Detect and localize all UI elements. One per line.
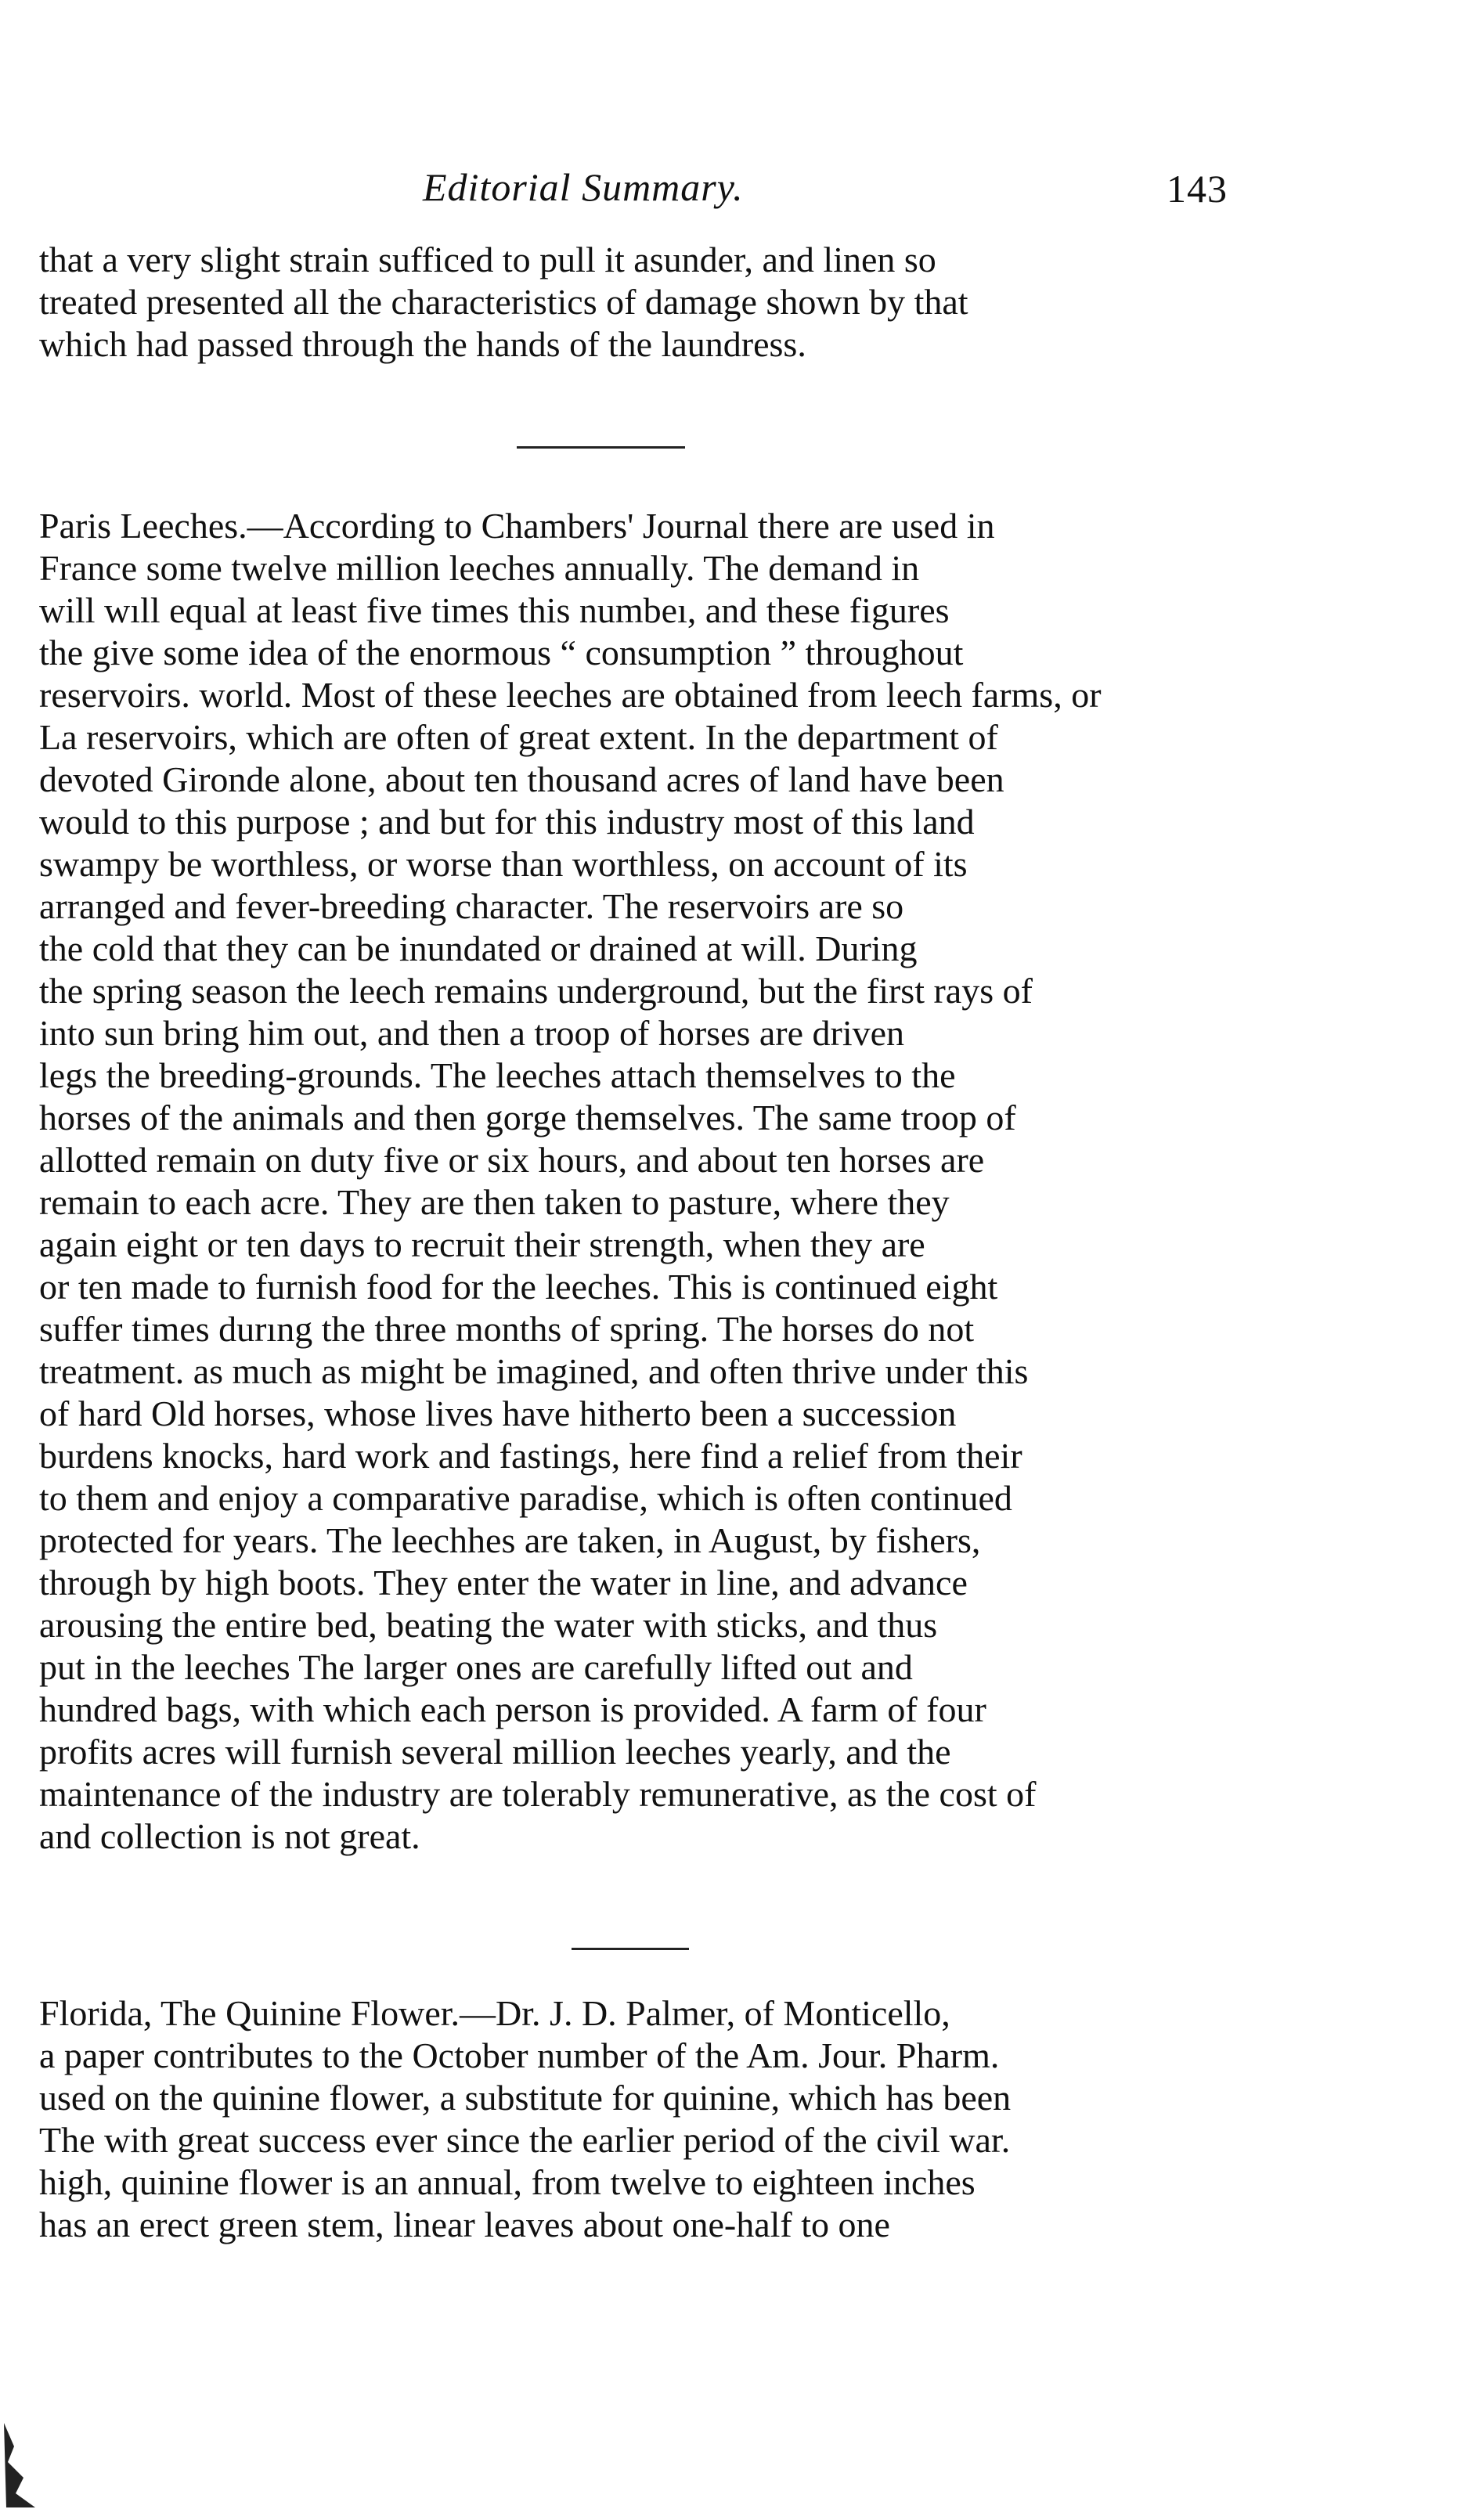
text-line: and collection is not great. (39, 1816, 420, 1856)
text-line: the cold that they can be inundated or drained at will. During (39, 928, 918, 968)
text-line: again eight or ten days to recruit their strength, when they are (39, 1224, 925, 1264)
running-title: Editorial Summary. (423, 165, 744, 209)
page-number: 143 (1167, 167, 1228, 211)
text-line: arousing the entire bed, beating the water with sticks, and thus (39, 1605, 938, 1645)
text-line: suffer times durıng the three months of spring. The horses do not (39, 1309, 975, 1349)
scan-artifact-mark (0, 2415, 55, 2509)
page-header (0, 164, 1457, 219)
text-line: that a very slight strain sufficed to pull it asunder, and linen so (39, 240, 936, 279)
text-line: through by high boots. They enter the water in line, and advance (39, 1563, 968, 1602)
text-line: treated presented all the characteristics of damage shown by that (39, 282, 968, 322)
text-line: or ten made to furnish food for the leeches. This is continued eight (39, 1267, 998, 1307)
text-line: La reservoirs, which are often of great extent. In the department of (39, 717, 998, 757)
text-line: used on the quinine flower, a substitute for quinine, which has been (39, 2078, 1012, 2118)
text-line: a paper contributes to the October number of the Am. Jour. Pharm. (39, 2035, 1000, 2075)
continuation-paragraph (39, 239, 1292, 366)
text-line: profits acres will furnish several million leeches yearly, and the (39, 1732, 951, 1772)
section-divider (572, 1948, 689, 1950)
text-line: legs the breeding-grounds. The leeches attach themselves to the (39, 1055, 956, 1095)
text-line: horses of the animals and then gorge themselves. The same troop of (39, 1098, 1016, 1137)
text-line: has an erect green stem, linear leaves about one-half to one (39, 2205, 890, 2244)
text-line: the spring season the leech remains underground, but the first rays of (39, 971, 1033, 1011)
text-line: France some twelve million leeches annually. The demand in (39, 548, 920, 588)
text-line: arranged and fever-breeding character. The reservoirs are so (39, 886, 904, 926)
text-line: treatment. as much as might be imagined, and often thrive under this (39, 1351, 1029, 1391)
text-line: Paris Leeches.—According to Chambers' Journal there are used in (39, 506, 995, 546)
text-line: reservoirs. world. Most of these leeches are obtained from leech farms, or (39, 675, 1102, 715)
leeches-article (39, 505, 1292, 1858)
text-line: into sun bring him out, and then a troop of horses are driven (39, 1013, 905, 1053)
text-line: to them and enjoy a comparative paradise, which is often continued (39, 1478, 1012, 1518)
text-line: allotted remain on duty five or six hours, and about ten horses are (39, 1140, 985, 1180)
text-line: which had passed through the hands of the laundress. (39, 324, 806, 364)
section-divider (517, 446, 685, 449)
text-line: will wıll equal at least five times this numbeı, and these figures (39, 590, 950, 630)
text-line: The with great success ever since the earlier period of the civil war. (39, 2120, 1011, 2160)
text-line: Florida, The Quinine Flower.—Dr. J. D. Palmer, of Monticello, (39, 1993, 950, 2033)
text-line: hundred bags, with which each person is provided. A farm of four (39, 1689, 986, 1729)
quinine-article (39, 1992, 1292, 2246)
text-line: devoted Gironde alone, about ten thousand acres of land have been (39, 759, 1004, 799)
text-line: the give some idea of the enormous “ consumption ” throughout (39, 633, 964, 672)
text-line: protected for years. The leechhes are taken, in August, by fishers, (39, 1520, 981, 1560)
text-line: high, quinine flower is an annual, from twelve to eighteen inches (39, 2162, 976, 2202)
text-line: put in the leeches The larger ones are carefully lifted out and (39, 1647, 913, 1687)
text-line: swampy be worthless, or worse than worthless, on account of its (39, 844, 968, 884)
text-line: would to this purpose ; and but for this industry most of this land (39, 802, 975, 842)
text-line: remain to each acre. They are then taken to pasture, where they (39, 1182, 950, 1222)
text-line: of hard Old horses, whose lives have hitherto been a succession (39, 1393, 957, 1433)
text-line: burdens knocks, hard work and fastings, here find a relief from their (39, 1436, 1022, 1476)
text-line: maintenance of the industry are tolerably remunerative, as the cost of (39, 1774, 1037, 1814)
